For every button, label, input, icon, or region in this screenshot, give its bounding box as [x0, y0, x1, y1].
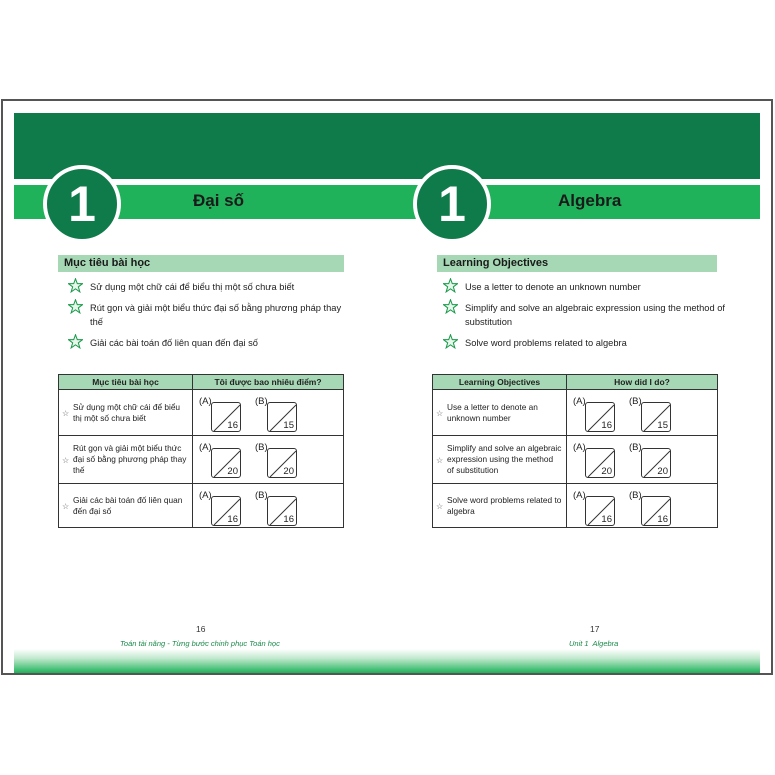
list-item: Use a letter to denote an unknown number — [443, 280, 725, 294]
score-cell: (A) 20 (B) 20 — [193, 436, 344, 484]
star-icon: ☆ — [436, 501, 444, 511]
score-box[interactable]: 16 — [211, 496, 241, 526]
star-icon: ☆ — [62, 408, 70, 418]
star-icon — [68, 278, 83, 293]
star-icon — [68, 299, 83, 314]
table-row: ☆ Sử dụng một chữ cái để biểu thị một số chưa biết (A) 16 (B) 15 — [59, 390, 344, 436]
score-box[interactable]: 20 — [641, 448, 671, 478]
list-item: Rút gọn và giải một biểu thức đại số bằng phương pháp thay thế — [68, 301, 348, 329]
score-box[interactable]: 16 — [585, 402, 615, 432]
table-header: Tôi được bao nhiêu điểm? — [193, 375, 344, 390]
score-cell: (A) 20 (B) 20 — [567, 436, 718, 484]
table-row: ☆ Simplify and solve an algebraic expression using the method of substitution (A) 20 (B) 20 — [433, 436, 718, 484]
score-box[interactable]: 20 — [585, 448, 615, 478]
chapter-number-right: 1 — [413, 165, 491, 243]
star-icon: ☆ — [436, 455, 444, 465]
header-band-dark — [14, 113, 760, 179]
table-header: Mục tiêu bài học — [59, 375, 193, 390]
assessment-table-right — [432, 374, 718, 528]
score-box[interactable]: 16 — [267, 496, 297, 526]
objectives-heading-left: Mục tiêu bài học — [58, 255, 344, 272]
score-box[interactable]: 20 — [267, 448, 297, 478]
chapter-title-right: Algebra — [558, 191, 622, 210]
objectives-list-right — [443, 280, 725, 358]
book-spread — [1, 99, 773, 675]
score-cell: (A) 16 (B) 15 — [567, 390, 718, 436]
score-box[interactable]: 15 — [267, 402, 297, 432]
objectives-heading-right: Learning Objectives — [437, 255, 717, 272]
chapter-title-left: Đại số — [193, 191, 245, 210]
score-cell: (A) 16 (B) 15 — [193, 390, 344, 436]
table-header: Learning Objectives — [433, 375, 567, 390]
star-icon — [443, 299, 458, 314]
star-icon — [68, 334, 83, 349]
list-item: Solve word problems related to algebra — [443, 336, 725, 350]
chapter-number-left: 1 — [43, 165, 121, 243]
footer-band — [14, 649, 760, 673]
score-box[interactable]: 16 — [585, 496, 615, 526]
score-box[interactable]: 16 — [641, 496, 671, 526]
score-box[interactable]: 15 — [641, 402, 671, 432]
star-icon: ☆ — [436, 408, 444, 418]
table-row: ☆ Giải các bài toán đố liên quan đến đại số (A) 16 (B) 16 — [59, 484, 344, 528]
table-row: ☆ Solve word problems related to algebra (A) 16 (B) 16 — [433, 484, 718, 528]
table-row: ☆ Use a letter to denote an unknown number (A) 16 (B) 15 — [433, 390, 718, 436]
star-icon: ☆ — [62, 501, 70, 511]
table-row: ☆ Rút gọn và giải một biểu thức đại số bằng phương pháp thay thế (A) 20 (B) 20 — [59, 436, 344, 484]
list-item: Simplify and solve an algebraic expression using the method of substitution — [443, 301, 725, 329]
star-icon — [443, 334, 458, 349]
header-band-light — [14, 185, 760, 219]
page-number-right: 17 — [590, 624, 600, 634]
score-box[interactable]: 16 — [211, 402, 241, 432]
objectives-list-left — [68, 280, 348, 358]
star-icon — [443, 278, 458, 293]
footer-right: Unit 1 Algebra — [569, 639, 619, 648]
table-header: How did I do? — [567, 375, 718, 390]
score-box[interactable]: 20 — [211, 448, 241, 478]
page-number-left: 16 — [196, 624, 206, 634]
assessment-table-left — [58, 374, 344, 528]
score-cell: (A) 16 (B) 16 — [567, 484, 718, 528]
footer-left: Toán tài năng - Từng bước chinh phục Toán học — [120, 639, 280, 648]
list-item: Sử dụng một chữ cái để biểu thị một số chưa biết — [68, 280, 348, 294]
star-icon: ☆ — [62, 455, 70, 465]
list-item: Giải các bài toán đố liên quan đến đại số — [68, 336, 348, 350]
score-cell: (A) 16 (B) 16 — [193, 484, 344, 528]
